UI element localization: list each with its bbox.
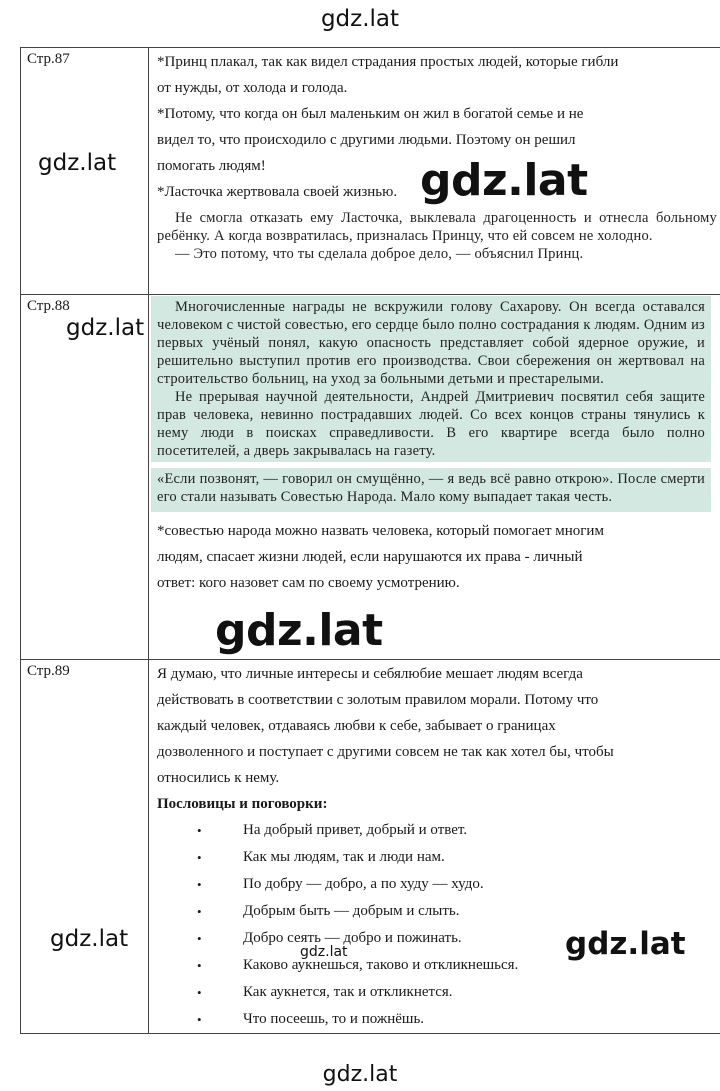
- homework-table: [20, 47, 720, 1034]
- answer-line: *Ласточка жертвовала своей жизнью.: [157, 184, 398, 200]
- textbook-excerpt: Не смогла отказать ему Ласточка, выклевала драгоценность и отнесла больному ребёнку. А когда возвратилась, призналась Принцу, что ей совсем не холодно.: [157, 210, 717, 244]
- watermark: gdz.lat: [50, 926, 129, 952]
- answer-line: относились к нему.: [157, 770, 280, 786]
- proverbs-heading: Пословицы и поговорки:: [157, 796, 328, 812]
- answer-line: действовать в соответствии с золотым правилом морали. Потому что: [157, 692, 599, 708]
- watermark: gdz.lat: [565, 926, 686, 962]
- list-item: • Как аукнется, так и откликнется.: [197, 979, 717, 1006]
- textbook-excerpt: Не прерывая научной деятельности, Андрей Дмитриевич посвятил себя защите прав человека, невинно пострадавших людей. Со всех концов страны тянулись к нему люди в поисках справедливости. В его квартире всегда было полно посетителей, а дверь закрывалась на газету.: [157, 389, 705, 459]
- answer-line: каждый человек, отдаваясь любви к себе, забывает о границах: [157, 718, 556, 734]
- page-number-cell: [21, 295, 149, 660]
- list-item: • Добро сеять — добро и пожинать.: [197, 925, 717, 952]
- page-number: Стр.87: [27, 51, 70, 67]
- answer-line: людям, спасает жизни людей, если нарушаются их права - личный: [157, 549, 583, 565]
- answer-line: помогать людям!: [157, 158, 266, 174]
- page-number: Стр.88: [27, 298, 70, 314]
- list-item: • По добру — добро, а по худу — худо.: [197, 871, 717, 898]
- page-number: Стр.89: [27, 663, 70, 679]
- textbook-scan: [151, 296, 711, 512]
- table-row: [21, 660, 720, 1034]
- textbook-excerpt: — Это потому, что ты сделала доброе дело, — объяснил Принц.: [175, 246, 584, 262]
- answer-line: *совестью народа можно назвать человека, который помогает многим: [157, 523, 604, 539]
- watermark-large: gdz.lat: [215, 605, 383, 656]
- answer-line: видел то, что происходило с другими людьми. Поэтому он решил: [157, 132, 576, 148]
- list-item: • Как мы людям, так и люди нам.: [197, 844, 717, 871]
- answer-line: от нужды, от холода и голода.: [157, 80, 348, 96]
- scan-divider: [151, 462, 711, 468]
- answer-cell: [149, 660, 720, 1034]
- list-item: • Каково аукнешься, таково и откликнешься.: [197, 952, 717, 979]
- watermark-bottom: gdz.lat: [322, 1062, 398, 1087]
- list-item: • На добрый привет, добрый и ответ.: [197, 817, 717, 844]
- list-item: • Добрым быть — добрым и слыть.: [197, 898, 717, 925]
- watermark-large: gdz.lat: [420, 155, 588, 206]
- watermark-small: gdz.lat: [300, 944, 348, 960]
- list-item: • Что посеешь, то и пожнёшь.: [197, 1006, 717, 1033]
- page-number-cell: [21, 660, 149, 1034]
- answer-line: ответ: кого назовет сам по своему усмотрению.: [157, 575, 460, 591]
- watermark-top: gdz.lat: [320, 6, 400, 32]
- watermark: gdz.lat: [38, 150, 117, 176]
- proverbs-list: [157, 817, 717, 1033]
- answer-line: *Принц плакал, так как видел страдания простых людей, которые гибли: [157, 54, 619, 70]
- answer-line: дозволенного и поступает с другими совсем не так как хотел бы, чтобы: [157, 744, 614, 760]
- table-row: [21, 48, 720, 295]
- answer-line: *Потому, что когда он был маленьким он жил в богатой семье и не: [157, 106, 584, 122]
- watermark: gdz.lat: [66, 315, 145, 341]
- answer-line: Я думаю, что личные интересы и себялюбие мешает людям всегда: [157, 666, 583, 682]
- textbook-excerpt: Многочисленные награды не вскружили голову Сахарову. Он всегда оставался человеком с чистой совестью, его сердце было полно сострадания к людям. Одним из первых учёный понял, какую опасность представляет собой ядерное оружие, и решительно выступил против его производства. Свои сбережения он жертвовал на строительство больниц, на уход за больными детьми и престарелыми.: [157, 299, 705, 387]
- textbook-excerpt: «Если позвонят, — говорил он смущённо, — я ведь всё равно открою». После смерти его стали называть Совестью Народа. Мало кому выпадает такая честь.: [157, 471, 705, 505]
